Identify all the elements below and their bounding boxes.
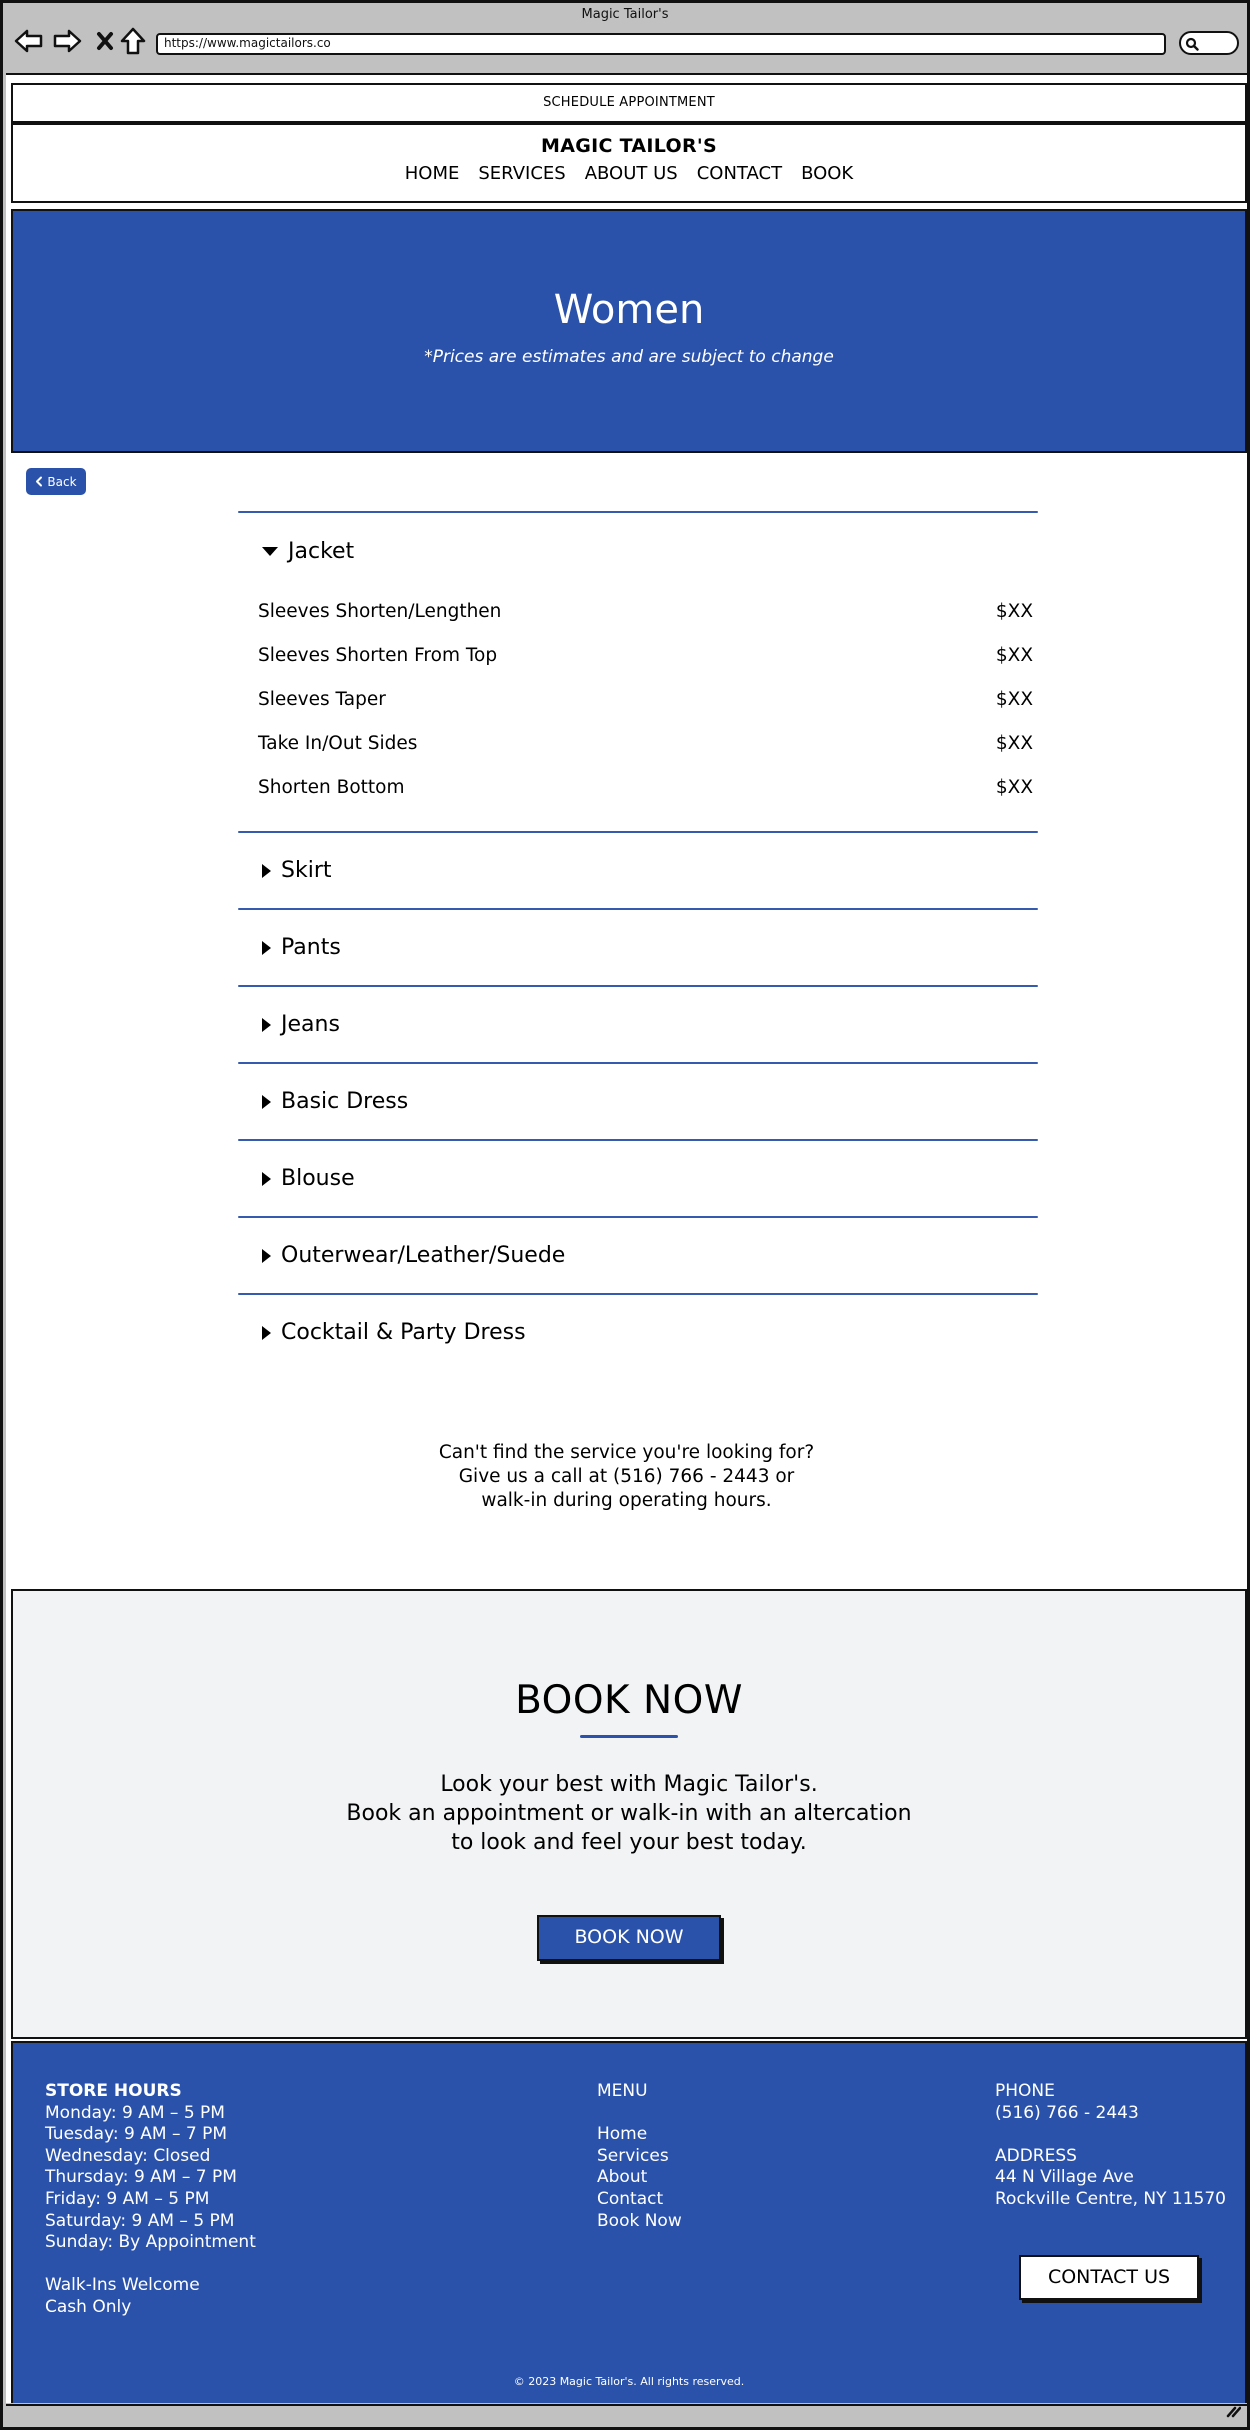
store-note: Walk-Ins Welcome: [45, 2275, 200, 2296]
hero-banner: [11, 209, 1247, 453]
schedule-appointment-bar: [11, 83, 1247, 123]
address-line: 44 N Village Ave: [995, 2167, 1134, 2188]
browser-status-bar: [6, 2404, 1247, 2424]
accordion-header-blouse[interactable]: [238, 1141, 1038, 1216]
service-row: [258, 677, 1033, 721]
service-price: $XX: [995, 600, 1033, 622]
book-now-button[interactable]: BOOK NOW: [537, 1915, 721, 1961]
accordion-header-jeans[interactable]: [238, 987, 1038, 1062]
forward-arrow-icon[interactable]: [51, 25, 83, 57]
copy-line: Book an appointment or walk-in with an altercation: [346, 1801, 912, 1826]
service-price: $XX: [995, 644, 1033, 666]
nav-contact[interactable]: CONTACT: [696, 163, 783, 184]
divider: [238, 1062, 1038, 1064]
copy-line: to look and feel your best today.: [451, 1830, 807, 1855]
schedule-appointment-link[interactable]: SCHEDULE APPOINTMENT: [543, 95, 715, 110]
browser-toolbar: [3, 25, 1247, 65]
caret-right-icon: [262, 1326, 271, 1340]
accordion-header-skirt[interactable]: [238, 833, 1038, 908]
phone-title: PHONE: [995, 2081, 1055, 2101]
page-title: Women: [553, 287, 705, 333]
address-title: ADDRESS: [995, 2145, 1077, 2166]
page-viewport[interactable]: [6, 73, 1247, 2403]
home-icon[interactable]: [117, 25, 149, 57]
caret-down-icon: [262, 547, 278, 556]
heading-underline: [580, 1735, 678, 1738]
service-name: Shorten Bottom: [258, 776, 405, 798]
service-name: Sleeves Shorten From Top: [258, 644, 498, 666]
chevron-left-icon: [35, 476, 43, 487]
contact-column: [995, 2081, 1226, 2211]
caret-right-icon: [262, 1018, 271, 1032]
address-line: Rockville Centre, NY 11570: [995, 2188, 1226, 2209]
caret-right-icon: [262, 1172, 271, 1186]
divider: [238, 1216, 1038, 1218]
divider: [238, 1139, 1038, 1141]
site-header: [11, 123, 1247, 203]
accordion-panel-jacket: [238, 589, 1038, 831]
service-row: [258, 765, 1033, 809]
divider: [238, 511, 1038, 513]
accordion-title: Skirt: [281, 858, 332, 883]
copy-line: Look your best with Magic Tailor's.: [440, 1772, 818, 1797]
price-disclaimer: *Prices are estimates and are subject to change: [424, 347, 834, 367]
accordion-title: Jacket: [288, 538, 355, 564]
nav-about-us[interactable]: ABOUT US: [584, 163, 678, 184]
service-name: Take In/Out Sides: [258, 732, 418, 754]
services-accordion: [238, 511, 1038, 1370]
divider: [238, 831, 1038, 833]
accordion-title: Cocktail & Party Dress: [281, 1320, 526, 1345]
hours-line: Wednesday: Closed: [45, 2145, 211, 2166]
book-now-heading: BOOK NOW: [515, 1678, 743, 1723]
hours-line: Friday: 9 AM – 5 PM: [45, 2188, 210, 2209]
caret-right-icon: [262, 941, 271, 955]
nav-book[interactable]: BOOK: [801, 163, 854, 184]
accordion-header-cocktail-dress[interactable]: [238, 1295, 1038, 1370]
service-row: [258, 721, 1033, 765]
divider: [238, 1293, 1038, 1295]
nav-services[interactable]: SERVICES: [478, 163, 566, 184]
accordion-header-basic-dress[interactable]: [238, 1064, 1038, 1139]
hours-line: Thursday: 9 AM – 7 PM: [45, 2167, 237, 2188]
store-hours-title: STORE HOURS: [45, 2081, 182, 2101]
footer-link-services[interactable]: Services: [597, 2145, 669, 2166]
back-button-label: Back: [47, 474, 77, 489]
accordion-header-jacket[interactable]: [238, 513, 1038, 589]
service-price: $XX: [995, 732, 1033, 754]
phone-number[interactable]: (516) 766 - 2443: [995, 2102, 1139, 2123]
help-message: [6, 1441, 1247, 1513]
book-now-section: [11, 1589, 1247, 2039]
search-icon: [1185, 36, 1199, 55]
main-nav: [13, 163, 1245, 184]
service-price: $XX: [995, 688, 1033, 710]
caret-right-icon: [262, 864, 271, 878]
hours-line: Monday: 9 AM – 5 PM: [45, 2102, 225, 2123]
accordion-title: Blouse: [281, 1166, 355, 1191]
footer-link-contact[interactable]: Contact: [597, 2188, 664, 2209]
footer-link-home[interactable]: Home: [597, 2124, 648, 2145]
back-button[interactable]: [26, 468, 86, 495]
footer-link-about[interactable]: About: [597, 2167, 648, 2188]
caret-right-icon: [262, 1095, 271, 1109]
resize-grip-icon[interactable]: [1225, 2403, 1241, 2422]
accordion-header-pants[interactable]: [238, 910, 1038, 985]
menu-title: MENU: [597, 2081, 648, 2101]
service-row: [258, 589, 1033, 633]
book-now-copy: [13, 1770, 1245, 1857]
accordion-title: Outerwear/Leather/Suede: [281, 1243, 566, 1268]
store-hours-column: [45, 2081, 256, 2319]
accordion-title: Pants: [281, 935, 341, 960]
divider: [238, 908, 1038, 910]
hours-line: Tuesday: 9 AM – 7 PM: [45, 2124, 228, 2145]
help-line: Can't find the service you're looking for?: [438, 1442, 815, 1463]
contact-us-button[interactable]: CONTACT US: [1019, 2255, 1199, 2300]
url-input[interactable]: https://www.magictailors.co: [156, 33, 1166, 55]
site-logo[interactable]: MAGIC TAILOR'S: [540, 135, 717, 157]
help-line: walk-in during operating hours.: [481, 1490, 772, 1511]
help-line: Give us a call at (516) 766 - 2443 or: [458, 1466, 795, 1487]
window-title: Magic Tailor's: [581, 7, 669, 22]
copyright: © 2023 Magic Tailor's. All rights reserved.: [513, 2375, 745, 2388]
browser-search-button[interactable]: [1179, 31, 1239, 55]
accordion-title: Jeans: [281, 1012, 340, 1037]
store-note: Cash Only: [45, 2296, 132, 2317]
divider: [238, 985, 1038, 987]
service-name: Sleeves Taper: [258, 688, 386, 710]
service-name: Sleeves Shorten/Lengthen: [258, 600, 502, 622]
service-price: $XX: [995, 776, 1033, 798]
caret-right-icon: [262, 1249, 271, 1263]
menu-column: [597, 2081, 682, 2232]
site-footer: [11, 2041, 1247, 2403]
nav-home[interactable]: HOME: [404, 163, 460, 184]
service-row: [258, 633, 1033, 677]
back-arrow-icon[interactable]: [13, 25, 45, 57]
accordion-title: Basic Dress: [281, 1089, 409, 1114]
accordion-header-outerwear[interactable]: [238, 1218, 1038, 1293]
footer-link-book-now[interactable]: Book Now: [597, 2210, 682, 2231]
hours-line: Sunday: By Appointment: [45, 2232, 256, 2253]
hours-line: Saturday: 9 AM – 5 PM: [45, 2210, 235, 2231]
